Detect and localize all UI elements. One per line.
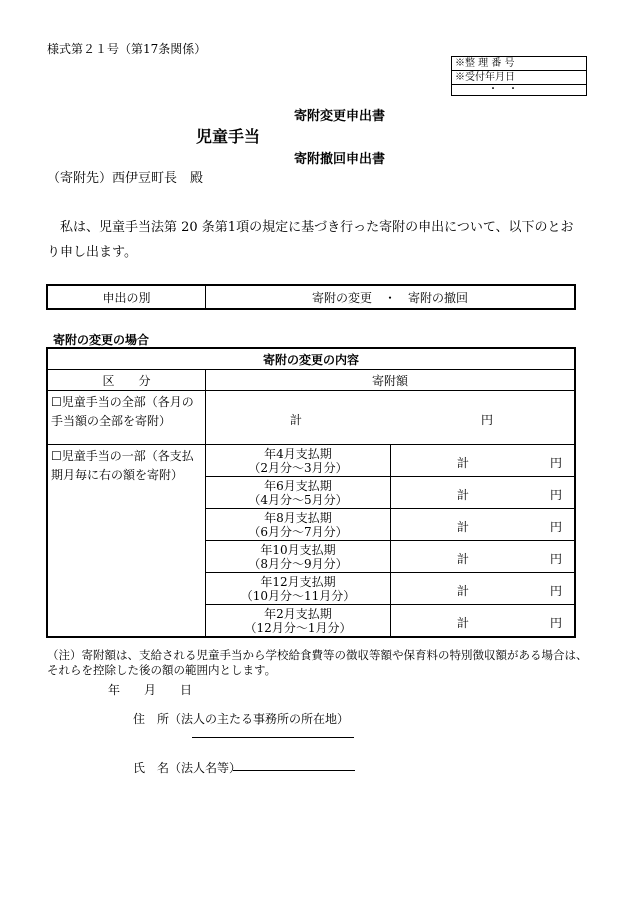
title-change: 寄附変更申出書 (294, 109, 386, 124)
amount-cell[interactable] (391, 509, 576, 541)
amount-cell[interactable] (391, 477, 576, 509)
table-caption: 寄附の変更の内容 (47, 348, 575, 370)
yen-label: 円 (549, 616, 562, 630)
date-line[interactable]: 年 月 日 (108, 683, 193, 697)
period-label: 年8月支払期 (264, 510, 332, 525)
title-withdrawal: 寄附撤回申出書 (294, 152, 386, 167)
period-label: 年10月支払期 (260, 542, 336, 557)
period-label: 年2月支払期 (264, 606, 332, 621)
form-number: 様式第２１号（第17条関係） (47, 42, 207, 56)
period-cell (206, 477, 391, 509)
period-cell (206, 445, 391, 477)
name-label: 氏 名（法人名等） (133, 761, 242, 775)
amount-cell[interactable] (391, 573, 576, 605)
total-label: 計 (457, 456, 470, 470)
body-text: 私は、児童手当法第 20 条第1項の規定に基づき行った寄附の申出について、以下のとおり申し出ます。 (47, 220, 574, 260)
received-date-dots: ・ ・ (488, 84, 518, 95)
total-label: 計 (457, 488, 470, 502)
period-cell (206, 573, 391, 605)
amount-cell[interactable] (391, 541, 576, 573)
application-kind-options[interactable]: 寄附の変更 ・ 寄附の撤回 (206, 285, 576, 309)
application-kind-table (46, 284, 576, 310)
amount-cell[interactable] (391, 445, 576, 477)
period-label: 年4月支払期 (264, 446, 332, 461)
yen-label: 円 (549, 456, 562, 470)
total-label: 計 (457, 520, 470, 534)
address-field[interactable] (192, 737, 354, 738)
period-label: 年12月支払期 (260, 574, 336, 589)
amount-all[interactable] (206, 391, 576, 445)
reference-number-label: ※整 理 番 号 (452, 57, 586, 71)
category-all[interactable]: ☐児童手当の全部（各月の手当額の全部を寄附） (47, 391, 206, 445)
total-label: 計 (457, 552, 470, 566)
addressee: （寄附先）西伊豆町長 殿 (47, 171, 204, 186)
total-label: 計 (457, 616, 470, 630)
yen-label: 円 (549, 552, 562, 566)
yen-label: 円 (549, 584, 562, 598)
total-label: 計 (457, 584, 470, 598)
yen-label: 円 (481, 413, 494, 427)
note: （注）寄附額は、支給される児童手当から学校給食費等の徴収等額や保育料の特別徴収額がある場合は、それらを控除した後の額の範囲内とします。 (47, 648, 588, 677)
column-category: 区 分 (47, 370, 206, 391)
application-kind-label: 申出の別 (47, 285, 206, 309)
received-date-label: ※受付年月日 (452, 71, 586, 85)
period-range: （4月分～5月分） (248, 492, 348, 507)
yen-label: 円 (549, 520, 562, 534)
period-cell (206, 541, 391, 573)
column-amount: 寄附額 (206, 370, 576, 391)
yen-label: 円 (549, 488, 562, 502)
name-field[interactable] (233, 770, 355, 771)
office-use-box (451, 56, 587, 96)
period-label: 年6月支払期 (264, 478, 332, 493)
amount-cell[interactable] (391, 605, 576, 638)
period-range: （6月分～7月分） (248, 524, 348, 539)
address-label: 住 所（法人の主たる事務所の所在地） (133, 712, 350, 726)
period-cell (206, 509, 391, 541)
section-label: 寄附の変更の場合 (53, 333, 150, 347)
period-range: （2月分～3月分） (248, 460, 348, 475)
period-cell (206, 605, 391, 638)
period-range: （10月分～11月分） (240, 588, 356, 603)
period-range: （12月分～1月分） (244, 620, 352, 635)
category-partial[interactable]: ☐児童手当の一部（各支払期月毎に右の額を寄附） (47, 445, 206, 638)
donation-change-table (46, 347, 576, 638)
period-range: （8月分～9月分） (248, 556, 348, 571)
total-label: 計 (290, 413, 303, 427)
title-main: 児童手当 (196, 127, 261, 146)
